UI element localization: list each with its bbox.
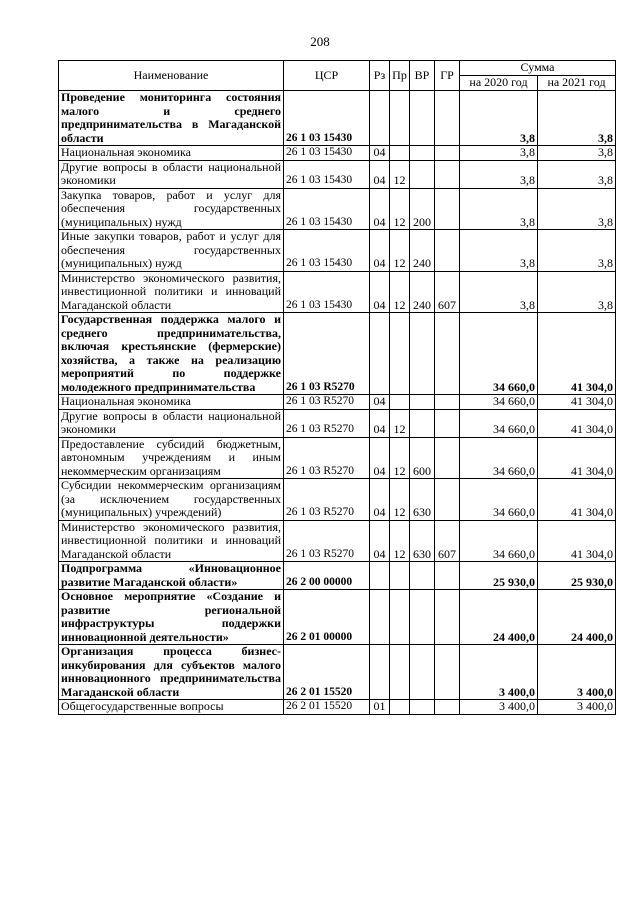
row-sum-2021: 3,8 [538,146,616,161]
row-rz [370,562,390,590]
page-number: 208 [310,34,330,49]
row-name: Субсидии некоммерческим организациям (за исключением государственных (муниципальных) учреждений) [59,479,284,521]
row-sum-2020: 25 930,0 [460,562,538,590]
row-csr: 26 1 03 15430 [284,146,370,161]
header-year-2021: на 2021 год [538,76,616,91]
row-gr [435,562,460,590]
row-rz: 04 [370,395,390,410]
row-rz: 04 [370,409,390,437]
row-sum-2021: 3 400,0 [538,700,616,715]
table-row [59,700,616,715]
row-gr [435,230,460,272]
row-sum-2020: 3 400,0 [460,700,538,715]
row-pr [390,313,410,395]
row-vr [410,700,435,715]
table-row [59,437,616,479]
row-vr [410,590,435,645]
row-name: Основное мероприятие «Создание и развитие региональной инфраструктуры поддержки инновационной деятельности» [59,590,284,645]
row-vr [410,645,435,700]
row-pr: 12 [390,409,410,437]
row-sum-2021: 3,8 [538,230,616,272]
row-sum-2021: 3,8 [538,160,616,188]
row-gr [435,700,460,715]
row-name: Закупка товаров, работ и услуг для обеспечения государственных (муниципальных) нужд [59,188,284,230]
row-vr [410,562,435,590]
row-rz [370,645,390,700]
row-pr: 12 [390,188,410,230]
row-name: Государственная поддержка малого и среднего предпринимательства, включая крестьянские (фермерские) хозяйства, а также на реализацию мероприятий по поддержке молодежного предпринимательства [59,313,284,395]
table-row [59,188,616,230]
row-csr: 26 1 03 R5270 [284,479,370,521]
row-csr: 26 1 03 15430 [284,91,370,146]
row-name: Проведение мониторинга состояния малого и среднего предпринимательства в Магаданской области [59,91,284,146]
row-name: Министерство экономического развития, инвестиционной политики и инноваций Магаданской области [59,520,284,562]
row-csr: 26 1 03 R5270 [284,313,370,395]
row-sum-2020: 3,8 [460,160,538,188]
row-csr: 26 1 03 15430 [284,188,370,230]
table-row [59,590,616,645]
row-pr: 12 [390,479,410,521]
row-sum-2020: 3,8 [460,230,538,272]
row-rz [370,313,390,395]
row-sum-2021: 41 304,0 [538,395,616,410]
row-vr: 630 [410,520,435,562]
table-row [59,409,616,437]
row-name: Предоставление субсидий бюджетным, автономным учреждениям и иным некоммерческим организациям [59,437,284,479]
row-sum-2021: 41 304,0 [538,479,616,521]
row-sum-2021: 3,8 [538,188,616,230]
row-sum-2021: 41 304,0 [538,313,616,395]
row-gr [435,479,460,521]
table-row [59,313,616,395]
row-csr: 26 2 01 15520 [284,645,370,700]
table-row [59,520,616,562]
row-sum-2020: 34 660,0 [460,409,538,437]
table-row [59,271,616,313]
row-sum-2021: 25 930,0 [538,562,616,590]
row-sum-2020: 34 660,0 [460,520,538,562]
header-vr: ВР [410,61,435,91]
table-row [59,562,616,590]
row-rz: 01 [370,700,390,715]
row-vr: 200 [410,188,435,230]
row-name: Министерство экономического развития, инвестиционной политики и инноваций Магаданской области [59,271,284,313]
row-vr [410,146,435,161]
row-sum-2020: 3,8 [460,188,538,230]
table-row [59,645,616,700]
row-gr [435,313,460,395]
row-gr: 607 [435,520,460,562]
row-pr: 12 [390,271,410,313]
row-sum-2021: 41 304,0 [538,409,616,437]
table-body [59,91,616,715]
row-gr [435,91,460,146]
table-row [59,160,616,188]
row-rz: 04 [370,188,390,230]
row-rz [370,91,390,146]
table-row [59,479,616,521]
row-vr: 240 [410,271,435,313]
row-rz: 04 [370,437,390,479]
row-gr [435,146,460,161]
row-pr [390,645,410,700]
row-vr: 240 [410,230,435,272]
row-sum-2021: 3,8 [538,271,616,313]
row-rz: 04 [370,520,390,562]
row-csr: 26 1 03 R5270 [284,437,370,479]
row-gr [435,188,460,230]
row-name: Национальная экономика [59,395,284,410]
row-vr [410,91,435,146]
row-sum-2021: 3 400,0 [538,645,616,700]
row-csr: 26 2 01 15520 [284,700,370,715]
row-name: Подпрограмма «Инновационное развитие Магаданской области» [59,562,284,590]
row-csr: 26 2 00 00000 [284,562,370,590]
row-sum-2020: 34 660,0 [460,437,538,479]
row-vr: 600 [410,437,435,479]
row-name: Общегосударственные вопросы [59,700,284,715]
row-pr [390,562,410,590]
row-rz: 04 [370,271,390,313]
row-name: Другие вопросы в области национальной экономики [59,409,284,437]
budget-table [58,60,616,715]
row-sum-2021: 3,8 [538,91,616,146]
row-rz: 04 [370,160,390,188]
row-vr [410,409,435,437]
table-row [59,146,616,161]
row-csr: 26 1 03 15430 [284,160,370,188]
row-name: Другие вопросы в области национальной экономики [59,160,284,188]
row-sum-2020: 3 400,0 [460,645,538,700]
row-gr [435,437,460,479]
row-csr: 26 1 03 15430 [284,271,370,313]
row-pr: 12 [390,437,410,479]
row-gr [435,645,460,700]
row-rz: 04 [370,479,390,521]
row-gr [435,160,460,188]
row-pr: 12 [390,160,410,188]
row-csr: 26 2 01 00000 [284,590,370,645]
row-csr: 26 1 03 R5270 [284,395,370,410]
header-csr: ЦСР [284,61,370,91]
header-rz: Рз [370,61,390,91]
row-name: Организация процесса бизнес-инкубирования для субъектов малого инновационного предпринимательства Магаданской области [59,645,284,700]
header-gr: ГР [435,61,460,91]
row-sum-2021: 24 400,0 [538,590,616,645]
header-pr: Пр [390,61,410,91]
row-sum-2020: 3,8 [460,271,538,313]
row-gr [435,590,460,645]
row-sum-2020: 3,8 [460,146,538,161]
header-year-2020: на 2020 год [460,76,538,91]
row-vr [410,313,435,395]
row-name: Национальная экономика [59,146,284,161]
row-vr [410,160,435,188]
row-rz [370,590,390,645]
table-row [59,91,616,146]
row-rz: 04 [370,146,390,161]
row-csr: 26 1 03 R5270 [284,409,370,437]
header-name: Наименование [59,61,284,91]
row-gr [435,395,460,410]
row-rz: 04 [370,230,390,272]
row-sum-2021: 41 304,0 [538,520,616,562]
row-pr: 12 [390,230,410,272]
row-name: Иные закупки товаров, работ и услуг для обеспечения государственных (муниципальных) нужд [59,230,284,272]
row-pr [390,590,410,645]
row-sum-2020: 34 660,0 [460,479,538,521]
row-sum-2020: 34 660,0 [460,313,538,395]
row-gr: 607 [435,271,460,313]
row-csr: 26 1 03 15430 [284,230,370,272]
row-vr [410,395,435,410]
row-csr: 26 1 03 R5270 [284,520,370,562]
row-sum-2020: 3,8 [460,91,538,146]
row-gr [435,409,460,437]
header-sum: Сумма [460,61,616,76]
row-sum-2020: 24 400,0 [460,590,538,645]
row-pr [390,146,410,161]
table-row [59,230,616,272]
row-pr [390,395,410,410]
row-pr [390,700,410,715]
row-pr [390,91,410,146]
row-sum-2021: 41 304,0 [538,437,616,479]
row-vr: 630 [410,479,435,521]
row-sum-2020: 34 660,0 [460,395,538,410]
row-pr: 12 [390,520,410,562]
table-row [59,395,616,410]
